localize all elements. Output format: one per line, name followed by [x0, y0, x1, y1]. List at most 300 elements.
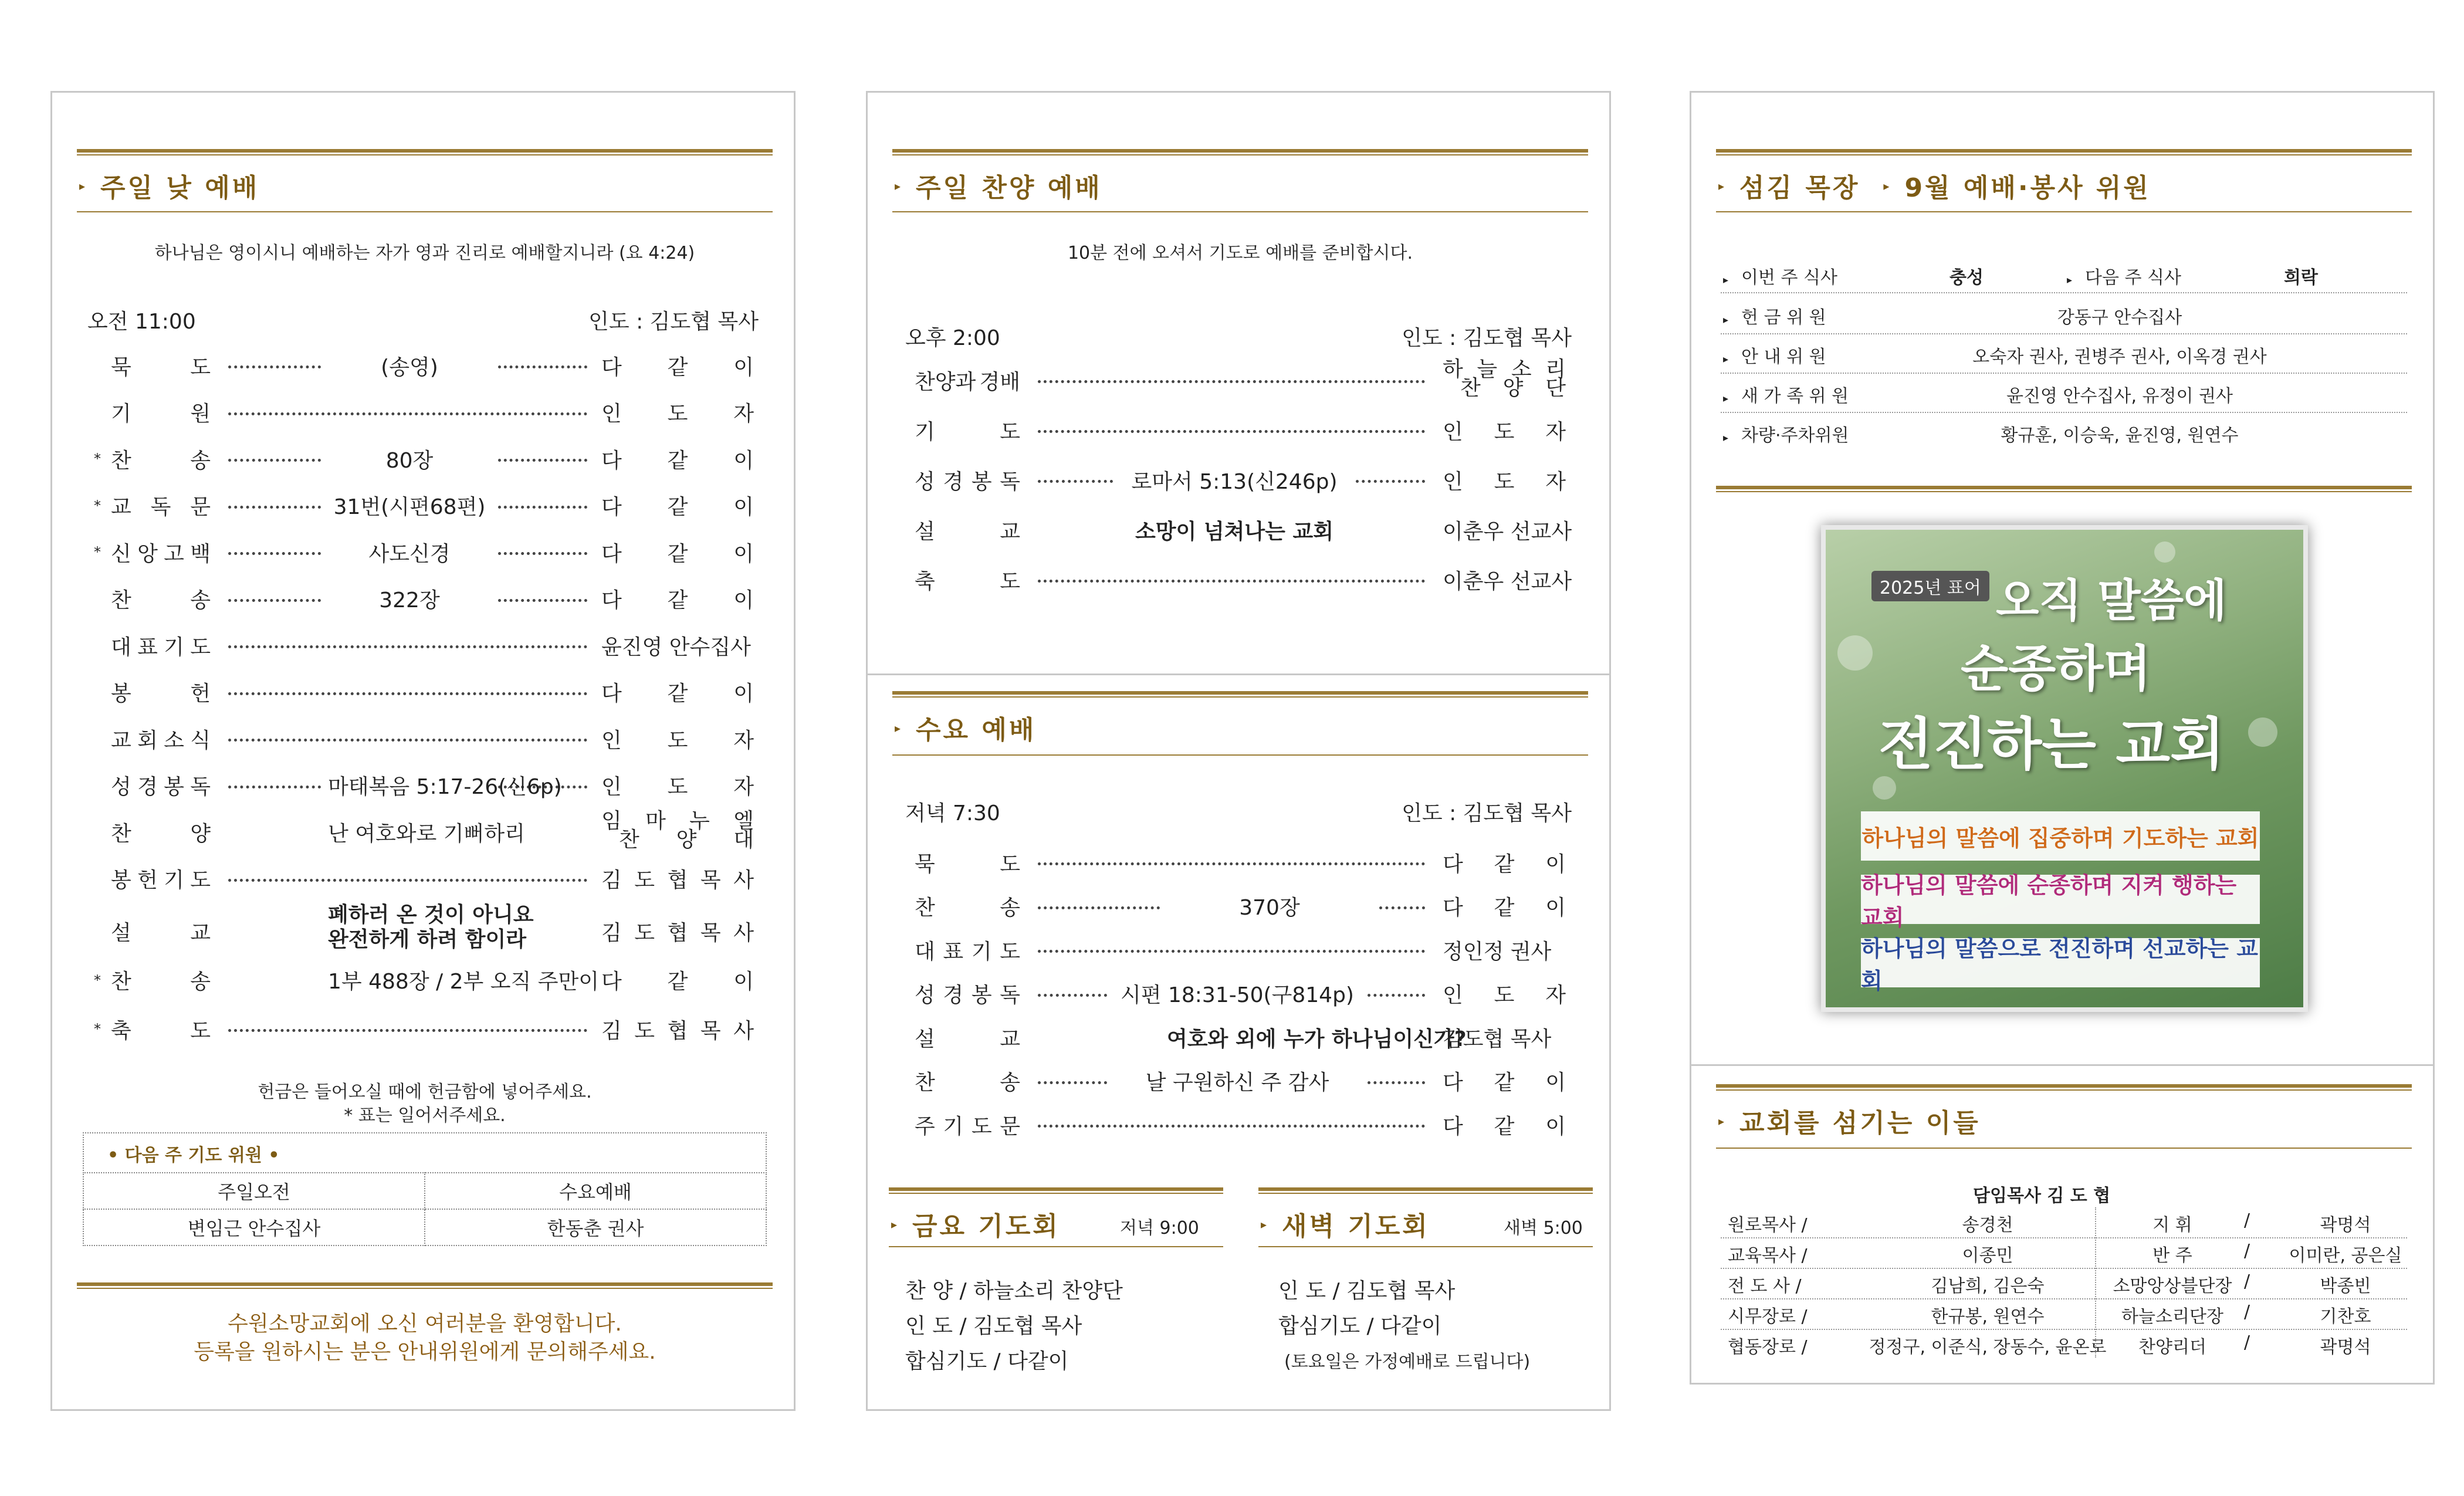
performer-char: 인 — [601, 775, 622, 799]
program-detail-line: 370장 — [1239, 896, 1300, 920]
program-label-char: 찬 — [111, 821, 131, 846]
performer-char: 이 — [733, 682, 754, 706]
performer-char: 이 — [733, 970, 754, 994]
program-label — [111, 770, 211, 800]
performer-char: 목 — [700, 868, 721, 892]
duty-label — [1723, 381, 1849, 407]
performer-char: 다 — [601, 355, 622, 380]
program-label-char: 대 — [111, 635, 131, 659]
staff-name: 김남희, 김은숙 — [1931, 1276, 2045, 1297]
performer-char: 다 — [601, 541, 622, 566]
triangle-bullet-icon: ▸ — [1718, 179, 1727, 193]
performer-char: 도 — [667, 728, 688, 753]
staff-separator: / — [2244, 1271, 2250, 1292]
meal-this-week-value: 충성 — [1949, 268, 1984, 288]
performer-char: 도 — [634, 1018, 655, 1043]
dot-leader — [228, 459, 321, 462]
staff-name: 곽명석 — [2320, 1337, 2371, 1358]
staff-name: 기찬호 — [2320, 1307, 2371, 1327]
program-row — [52, 581, 794, 617]
row-divider — [1721, 1329, 2407, 1330]
motto-bar: 하나님의 말씀으로 전진하며 선교하는 교회 — [1861, 938, 2260, 987]
program-label — [111, 397, 211, 427]
program-label — [111, 631, 211, 661]
triangle-bullet-icon: ▸ — [1718, 1114, 1727, 1128]
program-label-char: 찬 — [915, 896, 935, 920]
program-label-char: 식 — [190, 728, 211, 753]
program-detail — [328, 351, 491, 381]
staff-name: 정정구, 이준식, 장동수, 윤온로 — [1869, 1337, 2107, 1358]
dawn-double-rule — [1258, 1187, 1593, 1194]
program-label-char: 성 — [111, 775, 131, 799]
program-label-char: 송 — [1000, 896, 1020, 920]
dot-leader — [498, 365, 587, 368]
praise-time: 오후 2:00 — [905, 326, 1000, 350]
program-performer — [601, 770, 754, 800]
program-row — [868, 845, 1609, 880]
program-detail — [1114, 979, 1360, 1008]
program-detail — [1167, 891, 1372, 921]
staff-role: 지 휘 — [2152, 1215, 2192, 1236]
performer-char: 이 — [733, 588, 754, 612]
program-label-char: 찬 — [111, 588, 131, 612]
friday-double-rule — [889, 1187, 1223, 1194]
program-performer — [1443, 1110, 1566, 1140]
program-performer: 윤진영 안수집사 — [601, 635, 751, 659]
prayer-head-wednesday: 수요예배 — [425, 1173, 766, 1209]
program-label-char: 기 — [111, 402, 131, 426]
dot-leader — [1038, 950, 1425, 953]
program-label — [915, 1066, 1020, 1096]
program-label-char: 봉 — [164, 775, 184, 799]
performer-char: 자 — [1545, 469, 1566, 494]
program-performer: 김도협 목사 — [1443, 1027, 1552, 1051]
program-label-char: 독 — [150, 495, 171, 519]
program-row — [868, 357, 1609, 400]
staff-name: 이종민 — [1962, 1245, 2013, 1266]
program-label — [111, 444, 211, 474]
program-label — [111, 490, 211, 520]
performer-char: 같 — [667, 495, 688, 519]
performer-line — [1443, 376, 1566, 400]
program-label-char: 송 — [1000, 1071, 1020, 1095]
triangle-bullet-icon: ▸ — [1723, 353, 1729, 365]
program-label-char: 묵 — [915, 852, 935, 876]
program-row — [868, 412, 1609, 448]
title-double-rule — [77, 149, 773, 155]
performer-char: 양 — [1502, 376, 1524, 400]
program-label-char: 도 — [1000, 419, 1020, 444]
dot-leader — [1038, 1125, 1425, 1128]
program-label — [111, 724, 211, 754]
dot-leader — [1038, 430, 1425, 433]
program-label-char: 교 — [111, 495, 131, 519]
meal-this-week: ▸ 이번 주 식사 — [1723, 268, 1838, 288]
praise-title: ▸ 주일 찬양 예배 — [895, 173, 1102, 203]
program-detail — [1120, 465, 1349, 495]
performer-char: 자 — [733, 775, 754, 799]
dot-leader — [228, 365, 321, 368]
program-detail-line: 마태복음 5:17-26(신6p) — [328, 775, 562, 799]
ministry-underline — [1716, 211, 2412, 212]
standing-mark: * — [94, 497, 101, 514]
program-detail-line: 소망이 넘쳐나는 교회 — [1135, 519, 1334, 544]
program-row — [868, 512, 1609, 547]
program-label — [111, 677, 211, 707]
program-detail-line: 폐하러 온 것이 아니요 — [328, 903, 534, 927]
panel-divider — [1691, 1064, 2433, 1066]
praise-underline — [892, 211, 1588, 212]
performer-char: 같 — [667, 355, 688, 380]
friday-underline — [889, 1246, 1223, 1247]
program-performer: 정인정 권사 — [1443, 939, 1552, 964]
performer-char: 마 — [645, 809, 666, 833]
program-detail-line: 완전하게 하려 함이라 — [328, 928, 527, 952]
program-performer — [601, 965, 754, 995]
program-detail — [328, 770, 562, 800]
performer-char: 협 — [667, 1018, 688, 1043]
praise-leader: 인도 : 김도협 목사 — [1402, 326, 1572, 350]
program-row — [52, 861, 794, 896]
welcome-double-rule — [77, 1282, 773, 1289]
motto-line-3: 전진하는 교회 — [1879, 712, 2225, 777]
performer-char: 이 — [733, 541, 754, 566]
wednesday-double-rule — [892, 691, 1588, 698]
duty-label-text: 새 가 족 위 원 — [1741, 386, 1849, 407]
program-performer — [601, 444, 754, 474]
program-label — [111, 817, 211, 847]
program-label-char: 헌 — [137, 868, 158, 892]
staff-name: 박종빈 — [2320, 1276, 2371, 1297]
program-label — [915, 565, 1020, 595]
row-divider — [1721, 412, 2407, 413]
program-label-char: 기 — [164, 635, 184, 659]
program-performer — [601, 397, 754, 427]
performer-char: 같 — [1494, 896, 1515, 920]
performer-char: 인 — [1443, 469, 1463, 494]
performer-char: 같 — [667, 541, 688, 566]
row-divider — [1721, 1298, 2407, 1299]
program-label-char: 설 — [111, 920, 131, 945]
performer-char: 도 — [1494, 419, 1515, 444]
program-label-char: 문 — [190, 495, 211, 519]
program-label-char: 앙 — [137, 541, 158, 566]
performer-char: 협 — [667, 868, 688, 892]
program-label-char: 교 — [1000, 519, 1020, 544]
friday-line-1: 찬 양 / 하늘소리 찬양단 — [905, 1279, 1123, 1303]
prayer-committee-table — [83, 1172, 767, 1246]
row-divider — [1721, 333, 2407, 334]
performer-char: 양 — [676, 828, 697, 852]
staff-name: 곽명석 — [2320, 1215, 2371, 1236]
staff-separator: / — [2244, 1332, 2250, 1353]
staff-underline — [1716, 1148, 2412, 1149]
program-performer — [1443, 848, 1566, 878]
program-row — [52, 768, 794, 803]
program-label-char: 기 — [915, 419, 935, 444]
program-label-char: 신 — [111, 541, 131, 566]
performer-char: 이 — [1545, 1071, 1566, 1095]
dot-leader — [1356, 480, 1425, 483]
dot-leader — [1368, 994, 1425, 997]
row-divider — [1721, 292, 2407, 293]
program-label-char: 표 — [137, 635, 158, 659]
program-performer: 이춘우 선교사 — [1443, 569, 1572, 594]
program-detail-line: 322장 — [379, 588, 440, 612]
performer-char: 이 — [1545, 1114, 1566, 1139]
dot-leader — [1038, 1081, 1107, 1084]
motto-bar: 하나님의 말씀에 집중하며 기도하는 교회 — [1861, 811, 2260, 861]
performer-char: 김 — [601, 920, 622, 945]
program-performer — [1443, 979, 1566, 1008]
performer-char: 늘 — [1477, 357, 1498, 381]
program-detail-line: 사도신경 — [368, 541, 451, 566]
program-row — [868, 462, 1609, 497]
program-label-char: 백 — [190, 541, 211, 566]
program-label — [915, 1110, 1020, 1140]
program-label-char: 설 — [915, 519, 935, 544]
program-label-char: 봉 — [971, 983, 992, 1007]
dot-leader — [498, 459, 587, 462]
performer-char: 다 — [601, 448, 622, 473]
dawn-title: ▸ 새벽 기도회 — [1261, 1211, 1430, 1241]
title-underline — [77, 211, 773, 212]
duty-label — [1723, 421, 1849, 446]
program-label-char: 양 — [190, 821, 211, 846]
program-detail — [328, 444, 491, 474]
program-performer — [1443, 415, 1566, 445]
performer-char: 같 — [667, 588, 688, 612]
performer-char: 다 — [1443, 1071, 1463, 1095]
program-label-char: 헌 — [190, 682, 211, 706]
program-row — [868, 562, 1609, 597]
program-label — [915, 891, 1020, 921]
performer-char: 자 — [1545, 983, 1566, 1007]
poster-double-rule — [1716, 486, 2412, 492]
program-label-char: 도 — [971, 1114, 992, 1139]
program-label — [915, 415, 1020, 445]
performer-char: 찬 — [619, 828, 639, 852]
program-label-char: 교 — [1000, 1027, 1020, 1051]
program-performer — [601, 864, 754, 893]
program-label-char: 찬양과 — [915, 370, 976, 394]
program-row — [868, 889, 1609, 924]
motto-year-tag: 2025년 표어 — [1871, 571, 1989, 601]
ministry-double-rule — [1716, 149, 2412, 155]
bible-verse: 하나님은 영이시니 예배하는 자가 영과 진리로 예배할지니라 (요 4:24) — [154, 243, 695, 263]
dot-leader — [1038, 906, 1160, 909]
performer-char: 다 — [601, 495, 622, 519]
standing-mark: * — [94, 972, 101, 989]
staff-role: 전 도 사 / — [1728, 1276, 1802, 1297]
program-label-char: 도 — [190, 355, 211, 380]
program-performer — [601, 1014, 754, 1044]
program-row — [868, 932, 1609, 967]
program-performer — [601, 351, 754, 381]
dot-leader — [498, 506, 587, 509]
program-label-char: 봉 — [111, 868, 131, 892]
program-label — [111, 1014, 211, 1044]
program-performer — [601, 809, 754, 852]
praise-double-rule — [892, 149, 1588, 155]
motto-line-2: 순종하며 — [1961, 640, 2151, 698]
staff-name: 한규봉, 원연수 — [1931, 1307, 2045, 1327]
program-detail-line: 여호와 외에 누가 하나님이신가? — [1167, 1027, 1467, 1051]
prayer-committee-title: • 다음 주 기도 위원 • — [107, 1145, 280, 1166]
performer-char: 단 — [1545, 376, 1566, 400]
program-label-char: 회 — [137, 728, 158, 753]
program-row — [52, 348, 794, 383]
dot-leader — [498, 552, 587, 555]
sunday-worship-panel — [50, 91, 796, 1411]
service-leader: 인도 : 김도협 목사 — [588, 310, 759, 334]
offering-note: 헌금은 들어오실 때에 헌금함에 넣어주세요. — [258, 1082, 592, 1102]
staff-role: 소망앙상블단장 — [2113, 1276, 2232, 1297]
program-label-char: 성 — [915, 983, 935, 1007]
program-row — [52, 441, 794, 476]
prayer-value-wednesday: 한동춘 권사 — [425, 1209, 766, 1245]
performer-char: 이 — [1545, 896, 1566, 920]
program-row — [52, 488, 794, 523]
dawn-line-1: 인 도 / 김도협 목사 — [1278, 1279, 1456, 1303]
program-label-char: 경 — [943, 983, 964, 1007]
performer-char: 이 — [733, 355, 754, 380]
staff-separator: / — [2244, 1210, 2250, 1231]
performer-char: 하 — [1443, 357, 1463, 381]
program-label — [111, 965, 211, 995]
program-label-char: 교 — [111, 728, 131, 753]
program-label-char: 경 — [137, 775, 158, 799]
staff-name: 송경천 — [1962, 1215, 2013, 1236]
triangle-bullet-icon: ▸ — [1723, 392, 1729, 405]
program-label-char: 기 — [971, 939, 992, 964]
senior-pastor: 담임목사 김 도 협 — [1973, 1186, 2111, 1206]
program-label-char: 교 — [190, 920, 211, 945]
triangle-bullet-icon: ▸ — [1883, 179, 1892, 193]
dot-leader — [498, 599, 587, 602]
duty-value: 강동구 안수집사 — [2057, 307, 2182, 328]
standing-note: * 표는 일어서주세요. — [344, 1105, 506, 1126]
program-performer — [1443, 357, 1566, 400]
program-label-char: 찬 — [915, 1071, 935, 1095]
triangle-bullet-icon: ▸ — [1261, 1217, 1270, 1231]
staff-separator: / — [2244, 1302, 2250, 1322]
friday-title: ▸ 금요 기도회 — [891, 1211, 1060, 1241]
dot-leader — [1038, 480, 1113, 483]
performer-char: 목 — [700, 920, 721, 945]
afternoon-and-weekday-panel — [866, 91, 1611, 1411]
performer-char: 자 — [733, 402, 754, 426]
performer-char: 인 — [601, 402, 622, 426]
program-performer — [1443, 465, 1566, 495]
program-label-char: 표 — [943, 939, 964, 964]
program-label-char: 송 — [190, 448, 211, 473]
program-label-char: 도 — [190, 635, 211, 659]
program-detail-line: 날 구원하신 주 감사 — [1145, 1071, 1329, 1095]
program-performer — [601, 584, 754, 614]
registration-message: 등록을 원하시는 분은 안내위원에게 문의해주세요. — [194, 1340, 656, 1364]
motto-bar: 하나님의 말씀에 순종하며 지켜 행하는 교회 — [1861, 875, 2260, 924]
performer-char: 자 — [1545, 419, 1566, 444]
friday-line-2: 인 도 / 김도협 목사 — [905, 1314, 1082, 1338]
performer-char: 도 — [634, 920, 655, 945]
program-detail-line: 로마서 5:13(신246p) — [1131, 469, 1338, 494]
panel-divider — [868, 673, 1609, 675]
program-label-char: 주 — [915, 1114, 935, 1139]
dawn-underline — [1258, 1246, 1593, 1247]
standing-mark: * — [94, 451, 101, 467]
program-label-char: 성 — [915, 469, 935, 494]
performer-char: 이 — [733, 495, 754, 519]
dot-leader — [1379, 906, 1425, 909]
performer-char: 소 — [1511, 357, 1532, 381]
performer-char: 다 — [601, 970, 622, 994]
program-label-char: 찬 — [111, 448, 131, 473]
performer-char: 사 — [733, 920, 754, 945]
program-detail — [1167, 1023, 1467, 1052]
program-detail-line: 31번(시편68편) — [333, 495, 486, 519]
program-row — [868, 1020, 1609, 1055]
dawn-line-2: 합심기도 / 다같이 — [1278, 1314, 1442, 1338]
program-label-char: 축 — [111, 1018, 131, 1043]
performer-char: 같 — [1494, 852, 1515, 876]
performer-char: 도 — [1494, 469, 1515, 494]
program-detail — [328, 903, 534, 952]
performer-char: 다 — [1443, 896, 1463, 920]
program-detail — [328, 817, 525, 847]
program-label — [915, 515, 1020, 545]
program-label-char: 기 — [164, 868, 184, 892]
program-detail — [328, 490, 491, 520]
performer-char: 도 — [634, 868, 655, 892]
dawn-line-3: (토요일은 가정예배로 드립니다) — [1284, 1352, 1531, 1372]
program-row — [52, 395, 794, 430]
performer-char: 같 — [1494, 1071, 1515, 1095]
program-label-char: 독 — [190, 775, 211, 799]
dot-leader — [228, 506, 321, 509]
program-performer — [601, 724, 754, 754]
section-title: ▸ 주일 낮 예배 — [79, 173, 260, 203]
performer-char: 리 — [1545, 357, 1566, 381]
program-performer — [601, 916, 754, 946]
program-performer — [1443, 891, 1566, 921]
motto-line-1: 오직 말씀에 — [1996, 574, 2227, 627]
friday-line-3: 합심기도 / 다같이 — [905, 1349, 1069, 1373]
praise-note: 10분 전에 오셔서 기도로 예배를 준비합시다. — [1067, 243, 1413, 263]
triangle-bullet-icon: ▸ — [895, 721, 903, 735]
dot-leader — [228, 552, 321, 555]
dot-leader — [228, 412, 587, 415]
staff-title: ▸ 교회를 섬기는 이들 — [1718, 1108, 1981, 1138]
performer-char: 다 — [1443, 1114, 1463, 1139]
performer-char: 이 — [1545, 852, 1566, 876]
wednesday-title: ▸ 수요 예배 — [895, 715, 1037, 745]
ministry-title: ▸ 섬김 목장 ▸ 9월 예배·봉사 위원 — [1718, 173, 2151, 203]
program-label — [915, 935, 1020, 965]
staff-role: 교육목사 / — [1728, 1245, 1808, 1266]
friday-time: 저녁 9:00 — [1120, 1218, 1199, 1238]
program-performer — [601, 490, 754, 520]
staff-role: 원로목사 / — [1728, 1215, 1808, 1236]
program-label-char: 고 — [164, 541, 184, 566]
triangle-bullet-icon: ▸ — [79, 179, 88, 193]
church-motto-poster — [1821, 525, 2308, 1012]
program-label-char: 원 — [190, 402, 211, 426]
dot-leader — [228, 786, 321, 788]
program-detail-line: 80장 — [385, 448, 434, 473]
performer-char: 협 — [667, 920, 688, 945]
program-label-char: 기 — [943, 1114, 964, 1139]
